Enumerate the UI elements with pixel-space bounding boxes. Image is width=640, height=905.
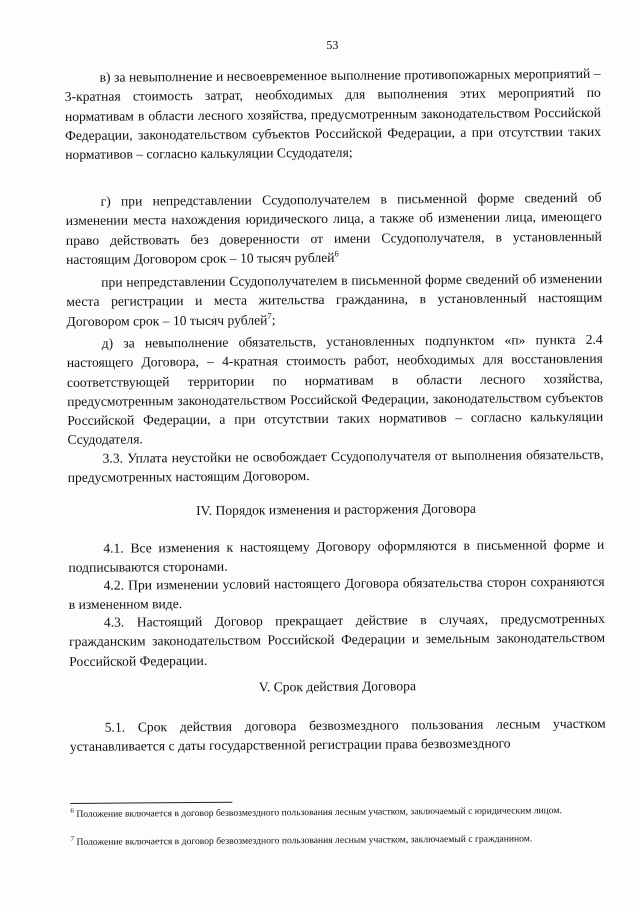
paragraph-g2-text: при непредставлении Ссудополучателем в письменной форме сведений об изменении места регистрации и места жительства гражданина, в установленный настоящим Договором срок – 10 тысяч рублей: [66, 270, 603, 329]
paragraph-d: д) за невыполнение обязательств, установленных подпунктом «п» пункта 2.4 настоящего Договора, – 4-кратная стоимость работ, необходимых для восстановления соответствующей территории по нормативам в области лесного хозяйства, предусмотренным законодательством Российской Федерации, законодательством субъектов Российской Федерации, а при отсутствии таких нормативов – согласно калькуляции Ссудодателя.: [66, 331, 604, 448]
footnote-6: [70, 804, 606, 821]
footnote-ref-7: 7: [267, 310, 272, 321]
footnote-7-text: Положение включается в договор безвозмездного пользования лесным участком, заключаемый с гражданином.: [76, 833, 533, 848]
paragraph-4-1: 4.1. Все изменения к настоящему Договору оформляются в письменной форме и подписываются сторонами.: [68, 536, 605, 576]
paragraph-5-1: 5.1. Срок действия договора безвозмездного пользования лесным участком устанавливается с даты государственной регистрации права безвозмездного: [69, 715, 606, 755]
paragraph-g2: [66, 269, 602, 331]
paragraph-g2-end: ;: [271, 311, 276, 327]
footnote-7: [71, 832, 607, 849]
paragraph-g-text: г) при непредставлении Ссудополучателем в письменной форме сведений об изменении места нахождения юридического лица, а также об изменении лица, имеющего право действовать без доверенности от имени Ссудополучателя, в установленный настоящим Договором срок – 10 тысяч рублей: [65, 189, 602, 267]
page-number: 53: [326, 37, 339, 52]
footnote-ref-6: 6: [334, 248, 339, 259]
paragraph-4-2: 4.2. При изменении условий настоящего Договора обязательства сторон сохраняются в измененном виде.: [68, 573, 605, 613]
footnote-6-mark: 6: [70, 806, 74, 815]
paragraph-3-3: 3.3. Уплата неустойки не освобождает Ссудополучателя от выполнения обязательств, предусмотренных настоящим Договором.: [67, 446, 604, 486]
footnote-7-mark: 7: [70, 834, 75, 843]
footnote-separator: [70, 802, 232, 804]
paragraph-4-3: 4.3. Настоящий Договор прекращает действие в случаях, предусмотренных гражданским законодательством Российской Федерации и земельным законодательством Российской Федерации.: [68, 610, 606, 669]
section-5-title: V. Срок действия Договора: [258, 678, 417, 695]
footnote-6-text: Положение включается в договор безвозмездного пользования лесным участком, заключаемый с юридическим лицом.: [76, 805, 562, 820]
paragraph-g: [66, 188, 603, 269]
paragraph-v: в) за невыполнение и несвоевременное выполнение противопожарных мероприятий – 3-кратная стоимость затрат, необходимых для выполнения этих мероприятий по нормативам в области лесного хозяйства, предусмотренным законодательством Российской Федерации, законодательством субъектов Российской Федерации, а при отсутствии таких нормативов – согласно калькуляции Ссудодателя;: [64, 65, 602, 163]
section-4-title: IV. Порядок изменения и расторжения Договора: [196, 500, 476, 518]
